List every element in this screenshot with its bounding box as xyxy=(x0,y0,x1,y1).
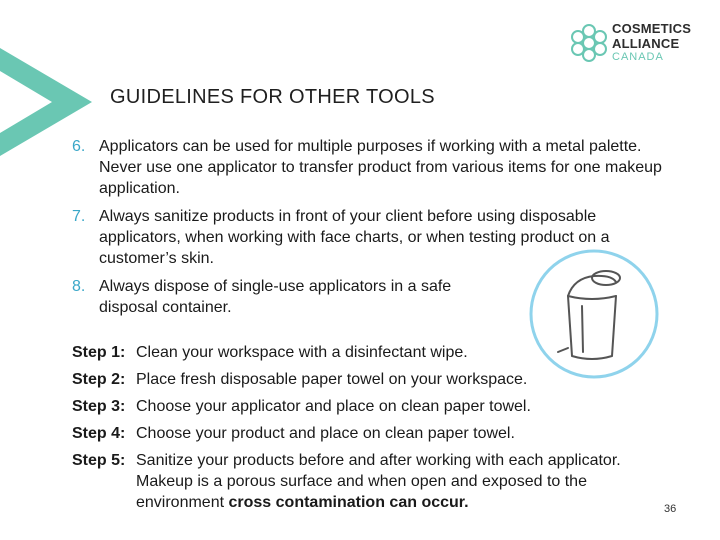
step-label: Step 2: xyxy=(72,371,126,388)
page-number: 36 xyxy=(664,503,677,515)
step-label: Step 3: xyxy=(72,398,126,415)
step-text xyxy=(136,450,652,513)
step-label: Step 4: xyxy=(72,425,126,442)
step-row xyxy=(72,396,652,417)
step-label: Step 5: xyxy=(72,452,126,469)
item-text: Applicators can be used for multiple purposes if working with a metal palette. Never use one applicator to transfer product from various items for one makeup application. xyxy=(99,138,662,197)
step-text-emphasis: cross contamination can occur. xyxy=(228,494,469,511)
step-text: Place fresh disposable paper towel on your workspace. xyxy=(136,371,528,388)
steps-list xyxy=(72,342,652,519)
logo-line-1: COSMETICS xyxy=(612,21,692,36)
step-text: Choose your product and place on clean paper towel. xyxy=(136,425,515,442)
step-text: Clean your workspace with a disinfectant wipe. xyxy=(136,344,468,361)
cosmetics-alliance-logo xyxy=(570,20,710,70)
logo-line-3: CANADA xyxy=(612,51,664,63)
item-number: 6. xyxy=(72,138,86,155)
step-label: Step 1: xyxy=(72,344,126,361)
step-row xyxy=(72,369,652,390)
logo-flower-icon xyxy=(570,22,608,64)
item-number: 7. xyxy=(72,208,86,225)
list-item xyxy=(72,136,682,199)
step-row xyxy=(72,342,652,363)
item-text: Always dispose of single-use applicators in a safe disposal container. xyxy=(99,278,452,316)
page-title: GUIDELINES FOR OTHER TOOLS xyxy=(110,86,435,108)
step-row xyxy=(72,423,652,444)
step-row xyxy=(72,450,652,513)
item-text: Always sanitize products in front of your client before using disposable applicators, when working with face charts, or when testing product on a customer’s skin. xyxy=(99,208,610,267)
step-text: Choose your applicator and place on clean paper towel. xyxy=(136,398,531,415)
step-text-main: Sanitize your products before and after working with each applicator. Makeup is a porous surface and when open and exposed to the environment xyxy=(136,452,621,511)
logo-line-2: ALLIANCE xyxy=(612,36,680,51)
item-number: 8. xyxy=(72,278,86,295)
